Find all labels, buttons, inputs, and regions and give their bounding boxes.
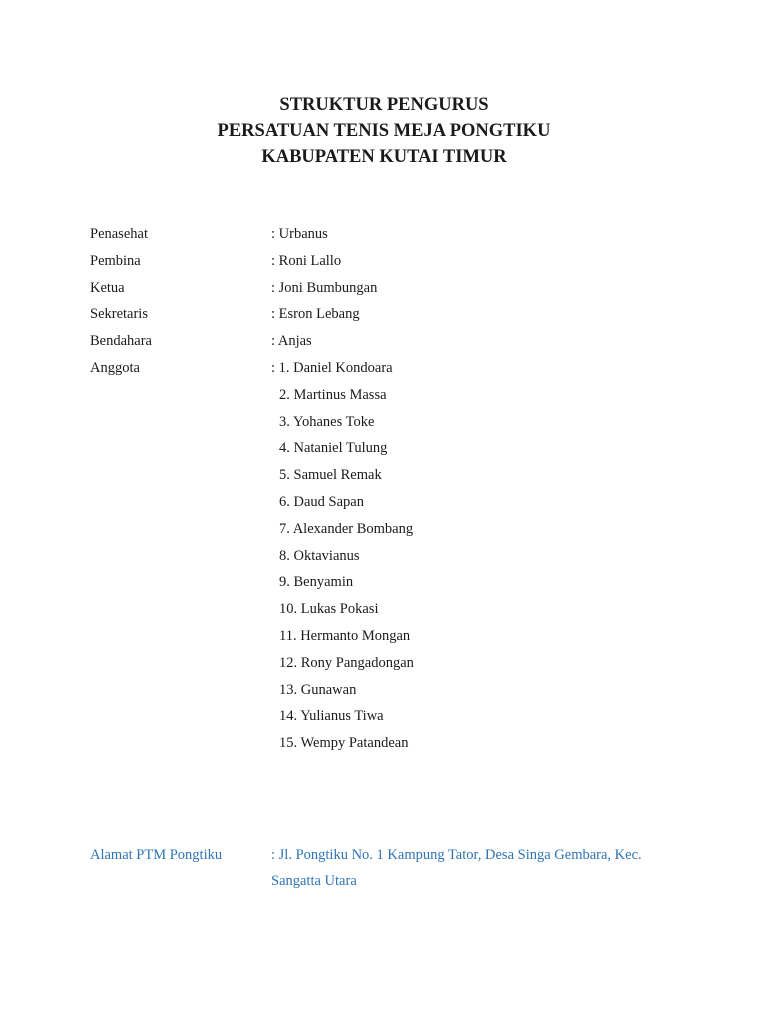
position-label: Sekretaris [90,306,148,323]
position-label: Anggota [90,360,140,376]
member-item: 3. Yohanes Toke [279,413,375,430]
member-item: 5. Samuel Remak [279,467,382,484]
position-label: Bendahara [90,333,152,350]
member-item: 9. Benyamin [279,574,354,591]
position-value: : Joni Bumbungan [271,279,378,296]
title-line-3: KABUPATEN KUTAI TIMUR [261,147,507,167]
position-label: Ketua [90,279,125,296]
title-line-2: PERSATUAN TENIS MEJA PONGTIKU [217,121,551,141]
address-value: : Jl. Pongtiku No. 1 Kampung Tator, Desa Singa Gembara, Kec. Sangatta Utara [271,847,642,889]
member-item: 6. Daud Sapan [279,494,364,510]
member-item: 2. Martinus Massa [279,386,387,403]
member-item: 15. Wempy Patandean [279,735,409,752]
member-item: 8. Oktavianus [279,547,360,564]
member-item: 11. Hermanto Mongan [279,628,411,644]
position-value: : Roni Lallo [271,252,342,269]
position-value: : Urbanus [271,226,328,242]
member-item: 12. Rony Pangadongan [279,654,414,671]
member-item: 14. Yulianus Tiwa [279,708,384,725]
position-value: : 1. Daniel Kondoara [271,360,393,376]
position-label: Penasehat [90,226,148,242]
position-value: : Anjas [271,333,312,350]
member-item: 13. Gunawan [279,681,357,698]
document-title [0,92,768,170]
position-label: Pembina [90,252,141,269]
member-item: 10. Lukas Pokasi [279,601,379,618]
member-item: 4. Nataniel Tulung [279,440,388,457]
member-item: 7. Alexander Bombang [279,520,414,537]
position-value: : Esron Lebang [271,306,360,323]
title-line-1: STRUKTUR PENGURUS [279,95,489,115]
address-label: Alamat PTM Pongtiku [90,847,223,863]
